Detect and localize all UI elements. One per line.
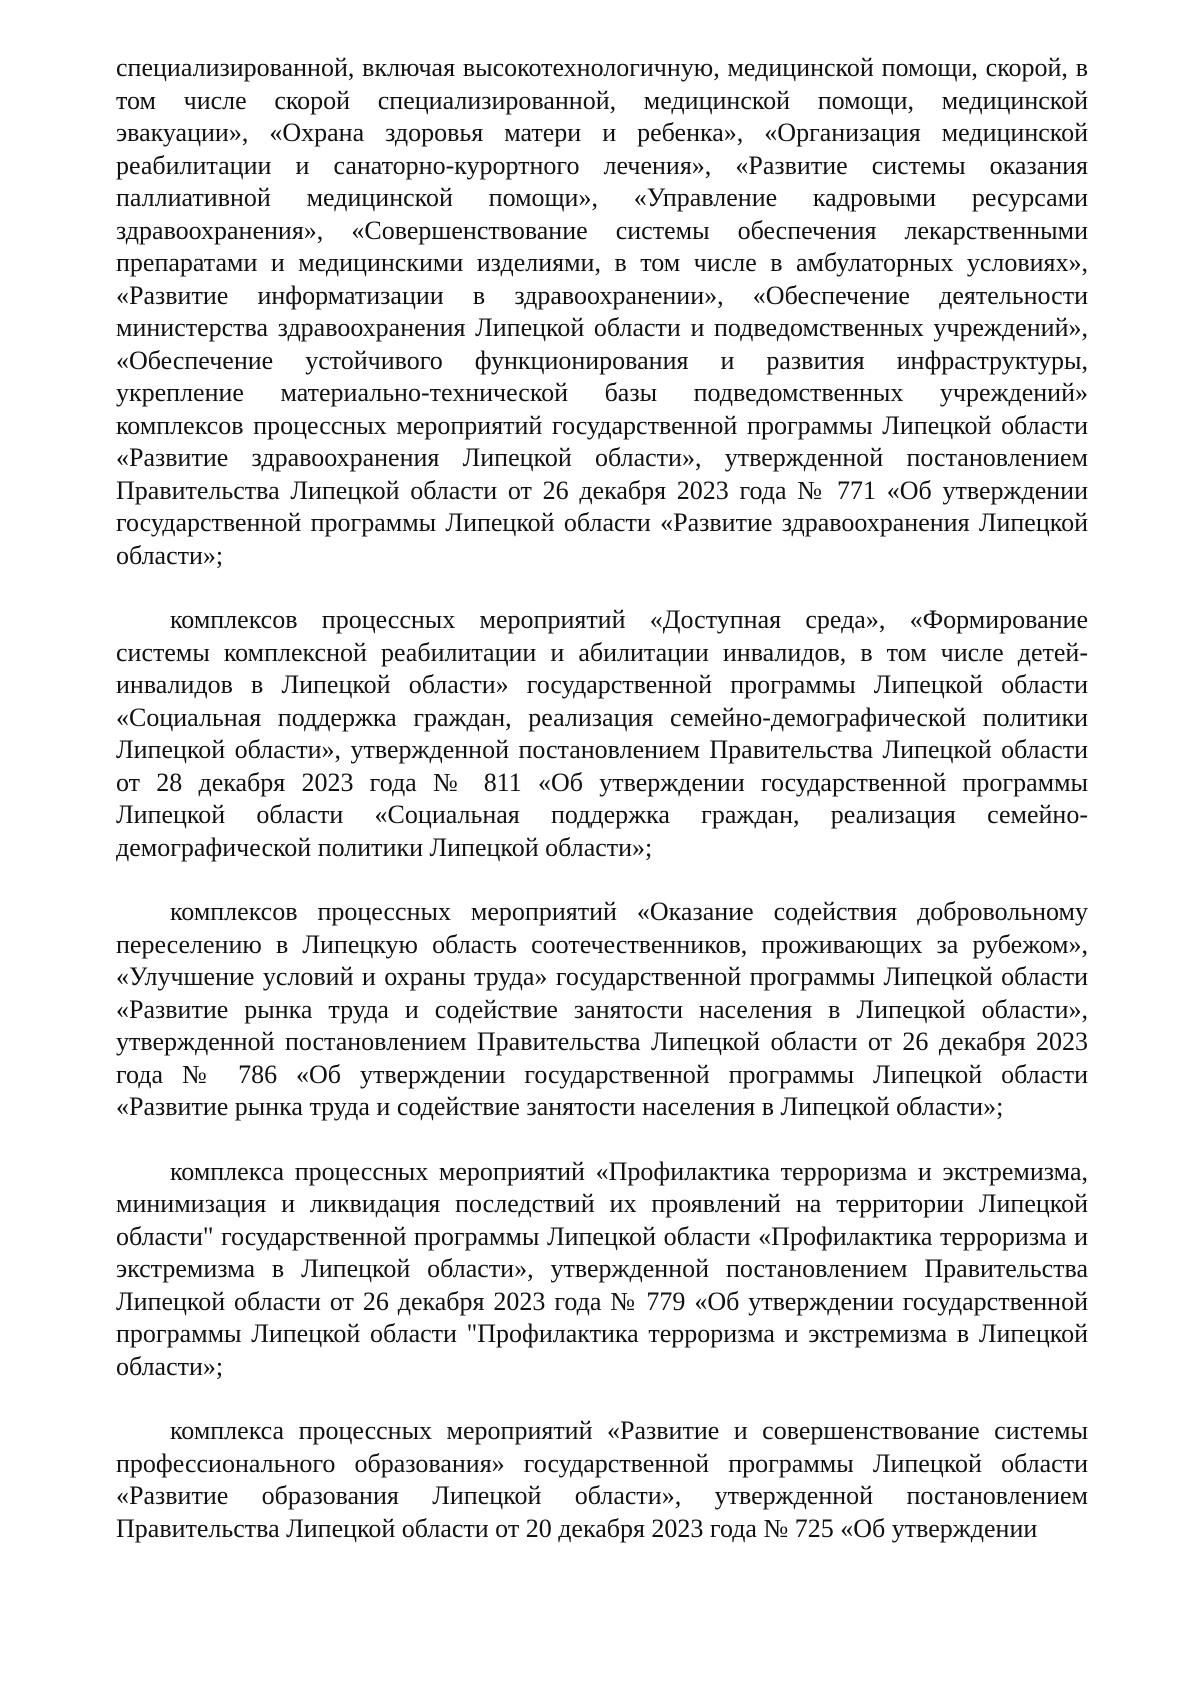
paragraph-healthcare-program: специализированной, включая высокотехнологичную, медицинской помощи, скорой, в том числе скорой специализированной, медицинской помощи, медицинской эвакуации», «Охрана здоровья матери и ребенка», «Организация медицинской реабилитации и санаторно-курортного лечения», «Развитие системы оказания паллиативной медицинской помощи», «Управление кадровыми ресурсами здравоохранения», «Совершенствование системы обеспечения лекарственными препаратами и медицинскими изделиями, в том числе в амбулаторных условиях», «Развитие информатизации в здравоохранении», «Обеспечение деятельности министерства здравоохранения Липецкой области и подведомственных учреждений», «Обеспечение устойчивого функционирования и развития инфраструктуры, укрепление материально-технической базы подведомственных учреждений» комплексов процессных мероприятий государственной программы Липецкой области «Развитие здравоохранения Липецкой области», утвержденной постановлением Правительства Липецкой области от 26 декабря 2023 года № 771 «Об утверждении государственной программы Липецкой области «Развитие здравоохранения Липецкой области»; [116,53,1088,570]
paragraph-education-program: комплекса процессных мероприятий «Развитие и совершенствование системы профессионального образования» государственной программы Липецкой области «Развитие образования Липецкой области», утвержденной постановлением Правительства Липецкой области от 20 декабря 2023 года № 725 «Об утверждении [116,1416,1088,1543]
document-page [116,52,1088,1577]
paragraph-terrorism-prevention-program: комплекса процессных мероприятий «Профилактика терроризма и экстремизма, минимизация и ликвидация последствий их проявлений на территории Липецкой области" государственной программы Липецкой области «Профилактика терроризма и экстремизма в Липецкой области», утвержденной постановлением Правительства Липецкой области от 26 декабря 2023 года № 779 «Об утверждении государственной программы Липецкой области "Профилактика терроризма и экстремизма в Липецкой области»; [116,1156,1088,1381]
paragraph-social-support-program: комплексов процессных мероприятий «Доступная среда», «Формирование системы комплексной реабилитации и абилитации инвалидов, в том числе детей-инвалидов в Липецкой области» государственной программы Липецкой области «Социальная поддержка граждан, реализация семейно-демографической политики Липецкой области», утвержденной постановлением Правительства Липецкой области от 28 декабря 2023 года № 811 «Об утверждении государственной программы Липецкой области «Социальная поддержка граждан, реализация семейно-демографической политики Липецкой области»; [116,605,1088,862]
paragraph-labor-market-program: комплексов процессных мероприятий «Оказание содействия добровольному переселению в Липецкую область соотечественников, проживающих за рубежом», «Улучшение условий и охраны труда» государственной программы Липецкой области «Развитие рынка труда и содействие занятости населения в Липецкой области», утвержденной постановлением Правительства Липецкой области от 26 декабря 2023 года № 786 «Об утверждении государственной программы Липецкой области «Развитие рынка труда и содействие занятости населения в Липецкой области»; [116,897,1088,1121]
